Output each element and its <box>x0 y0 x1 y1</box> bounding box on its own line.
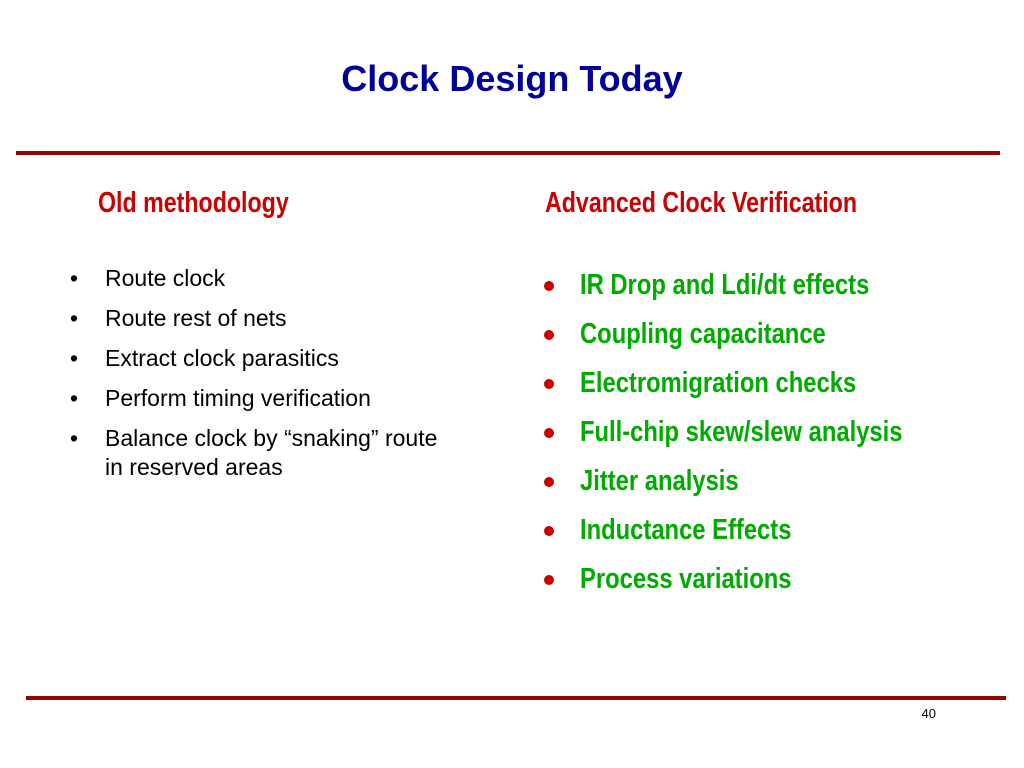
bullet-dot-icon <box>544 428 554 438</box>
bullet-icon: • <box>70 385 79 411</box>
list-item: • Route clock <box>70 265 226 291</box>
bullet-icon: • <box>70 345 79 371</box>
list-item: • Balance clock by “snaking” route in reserved areas <box>70 425 438 480</box>
bullet-dot-icon <box>544 281 554 291</box>
advanced-verification-list <box>540 266 970 609</box>
list-item: Jitter analysis <box>540 462 970 500</box>
bullet-dot-icon <box>544 526 554 536</box>
list-item: Full-chip skew/slew analysis <box>540 413 910 451</box>
advanced-verification-heading: Advanced Clock Verification <box>545 187 858 219</box>
bullet-dot-icon <box>544 477 554 487</box>
old-methodology-heading: Old methodology <box>98 187 289 219</box>
bottom-divider <box>26 696 1006 700</box>
list-item: IR Drop and Ldi/dt effects <box>540 266 970 304</box>
list-item: Process variations <box>540 560 970 598</box>
slide-title: Clock Design Today <box>341 58 683 99</box>
bullet-icon: • <box>70 305 79 331</box>
old-methodology-list <box>64 264 464 493</box>
bullet-dot-icon <box>544 575 554 585</box>
list-item: • Extract clock parasitics <box>70 345 339 371</box>
top-divider <box>16 151 1000 155</box>
bullet-dot-icon <box>544 330 554 340</box>
page-number: 40 <box>921 706 936 721</box>
list-item: Coupling capacitance <box>540 315 970 353</box>
list-item: Inductance Effects <box>540 511 970 549</box>
list-item: Electromigration checks <box>540 364 970 402</box>
list-item: • Perform timing verification <box>70 385 371 411</box>
bullet-dot-icon <box>544 379 554 389</box>
list-item: • Route rest of nets <box>70 305 287 331</box>
bullet-icon: • <box>70 265 79 291</box>
bullet-icon: • <box>70 425 79 451</box>
